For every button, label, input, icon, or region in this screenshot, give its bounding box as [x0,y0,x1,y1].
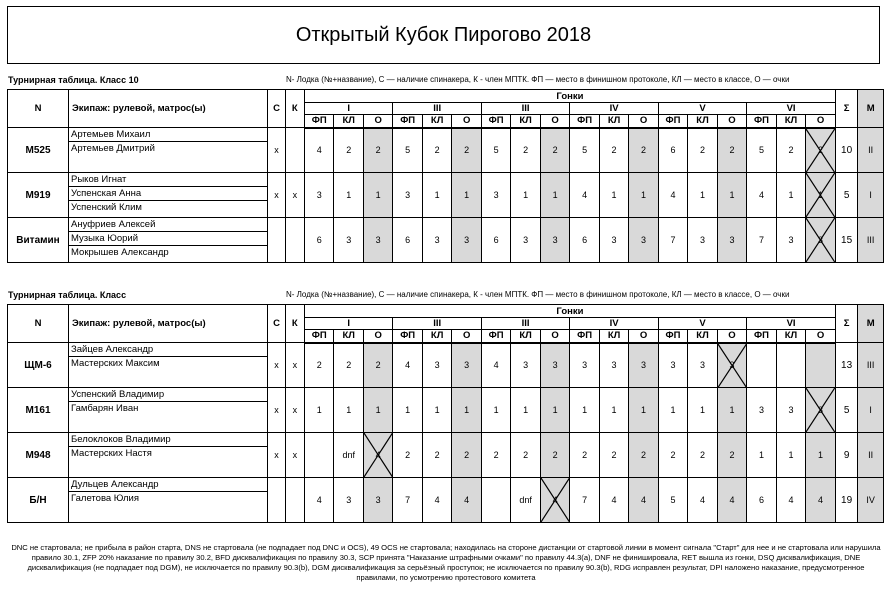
header-member: К [285,90,304,128]
points: 2 [717,433,746,478]
crew-member: Мокрышев Александр [71,247,169,258]
finish-position: 2 [658,433,687,478]
subheader-kl: КЛ [422,330,451,343]
points: 3 [629,343,658,388]
finish-position: 1 [747,433,776,478]
header-races: Гонки [304,305,835,318]
points: 1 [363,173,392,218]
subheader-o: О [452,330,481,343]
finish-position: 1 [304,388,333,433]
finish-position: 2 [481,433,510,478]
race-header-1: I [304,318,392,330]
class-place: 2 [511,128,540,173]
subheader-fp: ФП [570,330,599,343]
subheader-fp: ФП [393,330,422,343]
boat-id: Витамин [8,218,69,263]
finish-position: 6 [481,218,510,263]
table-row [8,388,884,433]
subheader-o: О [717,115,746,128]
class-place: 1 [422,173,451,218]
spinnaker-mark [268,478,285,523]
crew-cell [69,173,268,218]
class-place: 2 [422,433,451,478]
crew-member: Успенский Владимир [69,388,267,402]
boat-id: М948 [8,433,69,478]
finish-position: 4 [570,173,599,218]
final-place: I [858,388,884,433]
points: 1 [806,433,836,478]
finish-position [747,343,776,388]
class-place [776,343,805,388]
points [806,343,836,388]
class-place: 3 [334,218,363,263]
points: 2 [363,128,392,173]
finish-position: 4 [747,173,776,218]
total-points: 9 [835,433,857,478]
spinnaker-mark: x [268,173,285,218]
finish-position: 3 [570,343,599,388]
page-title: Открытый Кубок Пирогово 2018 [7,6,880,64]
subheader-o: О [806,330,836,343]
subheader-kl: КЛ [599,115,628,128]
subheader-o: О [540,115,569,128]
points: 3 [452,343,481,388]
class-place: 4 [776,478,805,523]
class-place: 1 [776,433,805,478]
header-spinnaker: С [268,90,285,128]
header-place: М [858,90,884,128]
points: 2 [363,343,392,388]
race-header-2: III [393,318,481,330]
finish-position: 5 [393,128,422,173]
subheader-kl: КЛ [776,115,805,128]
member-mark [285,128,304,173]
table-row [8,433,884,478]
discarded-points [540,478,569,523]
subheader-kl: КЛ [688,330,717,343]
finish-position [481,478,510,523]
crew-member: Успенская Анна [69,187,267,201]
subheader-o: О [629,330,658,343]
race-header-4: IV [570,318,658,330]
points: 3 [363,218,392,263]
subheader-kl: КЛ [334,115,363,128]
class-place: 1 [422,388,451,433]
final-place: II [858,433,884,478]
race-header-3: III [481,103,569,115]
crew-member: Артемьев Михаил [69,128,267,142]
spinnaker-mark: x [268,433,285,478]
points: 1 [717,173,746,218]
header-spinnaker: С [268,305,285,343]
class-place: 1 [599,388,628,433]
table-title-class: Турнирная таблица. Класс [8,290,127,300]
finish-position: 6 [658,128,687,173]
table-row [8,343,884,388]
final-place: IV [858,478,884,523]
header-row [8,305,884,318]
class-place: 1 [511,388,540,433]
points: 4 [452,478,481,523]
subheader-kl: КЛ [334,330,363,343]
points: 3 [363,478,392,523]
class-place: 3 [334,478,363,523]
points: 1 [452,388,481,433]
crew-member: Белоклоков Владимир [69,433,267,447]
class-place: 4 [688,478,717,523]
class-place: dnf [511,478,540,523]
class-place: 4 [422,478,451,523]
class-place: 3 [422,218,451,263]
class-place: 2 [599,128,628,173]
points: 4 [806,478,836,523]
race-header-2: III [393,103,481,115]
finish-position: 4 [304,128,333,173]
points: 1 [717,388,746,433]
finish-position: 2 [570,433,599,478]
subheader-kl: КЛ [688,115,717,128]
subheader-fp: ФП [658,115,687,128]
crew-cell [69,218,268,263]
spinnaker-mark: x [268,343,285,388]
member-mark: x [285,388,304,433]
finish-position: 3 [393,173,422,218]
member-mark [285,218,304,263]
discarded-points-value: 1 [818,190,824,200]
finish-position: 2 [304,343,333,388]
subheader-fp: ФП [747,115,776,128]
crew-member: Артемьев Дмитрий [71,143,155,154]
subheader-fp: ФП [747,330,776,343]
header-sum: Σ [835,90,857,128]
results-table-class [7,304,884,523]
subheader-o: О [452,115,481,128]
subheader-kl: КЛ [599,330,628,343]
discarded-points [806,173,836,218]
class-place: 2 [422,128,451,173]
discarded-points-value: 3 [818,405,824,415]
spinnaker-mark [268,218,285,263]
finish-position: 4 [304,478,333,523]
points: 4 [629,478,658,523]
finish-position: 7 [393,478,422,523]
class-place: 3 [599,343,628,388]
discarded-points [806,218,836,263]
subheader-o: О [363,330,392,343]
discarded-points [806,128,836,173]
class-place: 3 [688,343,717,388]
crew-member: Рыков Игнат [69,173,267,187]
finish-position: 4 [481,343,510,388]
header-boat: N [8,305,69,343]
subheader-o: О [629,115,658,128]
legend-text-2: N- Лодка (№+название), С — наличие спинакера, К - член МПТК. ФП — место в финишном протоколе, КЛ — место в классе, О — очки [286,290,790,299]
header-races: Гонки [304,90,835,103]
discarded-points-value: 4 [552,495,558,505]
finish-position: 5 [747,128,776,173]
crew-cell [69,388,268,433]
finish-position: 5 [570,128,599,173]
points: 2 [629,128,658,173]
class-place: 4 [599,478,628,523]
subheader-o: О [717,330,746,343]
discarded-points-value: 3 [729,360,735,371]
class-place: 2 [688,128,717,173]
finish-position: 5 [481,128,510,173]
race-header-5: V [658,103,746,115]
discarded-points [717,343,746,388]
points: 1 [629,173,658,218]
finish-position: 3 [747,388,776,433]
points: 3 [540,218,569,263]
finish-position: 5 [658,478,687,523]
discarded-points-value: 4 [375,450,381,460]
race-header-6: VI [747,318,836,330]
crew-member: Музыка Юорий [69,232,267,246]
crew-cell [69,128,268,173]
points: 1 [363,388,392,433]
points: 2 [629,433,658,478]
points: 3 [540,343,569,388]
final-place: I [858,173,884,218]
member-mark: x [285,173,304,218]
class-place: 2 [776,128,805,173]
crew-member: Успенский Клим [71,202,142,213]
subheader-fp: ФП [658,330,687,343]
class-place: 2 [599,433,628,478]
footnote: DNC не стартовала; не прибыла в район старта, DNS не стартовала (не подпадает под DNC и OCS), 49 OCS не стартовала; находилась на стороне дистанции от стартовой линии в момент сигнала "Старт" для нее и не стартовала или нарушила правило 30.1, ZFP 20% наказание по правилу 30.2, BFD дисквалификация по правилу 30.3, SCP принята "Наказание штрафными очками" по правилу 44.3(a), DNF не финишировала, RET вышла из гонки, DSQ дисквалификация, DNE дисквалификация (не подпадает под DGM), не исключается по правилу 90.3(b), DGM дисквалификация за серьёзный проступок; не исключается по правилу 90.3(b), RDG исправлен результат, DPI наложено наказание, предусмотренное правилами, по усмотрению протестового комитета [11,543,881,582]
finish-position: 3 [658,343,687,388]
class-place: 1 [334,388,363,433]
class-place: 1 [599,173,628,218]
crew-member: Гамбарян Иван [71,403,139,414]
points: 1 [629,388,658,433]
boat-id: М919 [8,173,69,218]
class-place: 3 [422,343,451,388]
legend-text: N- Лодка (№+название), С — наличие спинакера, К - член МПТК. ФП — место в финишном протоколе, КЛ — место в классе, О — очки [286,75,790,84]
class-place: 2 [334,128,363,173]
points: 1 [452,173,481,218]
total-points: 19 [835,478,857,523]
total-points: 5 [835,388,857,433]
subheader-fp: ФП [393,115,422,128]
class-place: 2 [334,343,363,388]
points: 3 [629,218,658,263]
discarded-points-value: 2 [818,145,824,156]
table-row [8,218,884,263]
table-row [8,478,884,523]
subheader-fp: ФП [570,115,599,128]
points: 1 [540,173,569,218]
boat-id: М525 [8,128,69,173]
finish-position: 3 [481,173,510,218]
points: 2 [452,433,481,478]
class-place: dnf [334,433,363,478]
subheader-kl: КЛ [511,115,540,128]
finish-position: 2 [393,433,422,478]
total-points: 15 [835,218,857,263]
finish-position: 3 [304,173,333,218]
finish-position: 6 [304,218,333,263]
results-table-class-10 [7,89,884,263]
class-place: 3 [511,343,540,388]
table-title-class-10: Турнирная таблица. Класс 10 [8,75,139,85]
class-place: 3 [688,218,717,263]
class-place: 2 [511,433,540,478]
subheader-o: О [540,330,569,343]
header-crew: Экипаж: рулевой, матрос(ы) [69,90,268,128]
finish-position: 4 [658,173,687,218]
finish-position: 6 [747,478,776,523]
boat-id: Б/Н [8,478,69,523]
crew-member: Мастерских Максим [71,358,160,369]
points: 1 [540,388,569,433]
header-place: М [858,305,884,343]
member-mark: x [285,433,304,478]
crew-cell [69,478,268,523]
points: 3 [452,218,481,263]
total-points: 5 [835,173,857,218]
finish-position: 1 [393,388,422,433]
class-place: 3 [776,388,805,433]
final-place: III [858,343,884,388]
finish-position: 7 [658,218,687,263]
subheader-o: О [806,115,836,128]
points: 4 [717,478,746,523]
discarded-points-value: 3 [818,235,824,245]
subheader-fp: ФП [304,115,333,128]
subheader-fp: ФП [481,115,510,128]
boat-id: М161 [8,388,69,433]
finish-position: 7 [747,218,776,263]
class-place: 2 [688,433,717,478]
crew-member: Дульцев Александр [69,478,267,492]
subheader-kl: КЛ [422,115,451,128]
race-header-5: V [658,318,746,330]
discarded-points [806,388,836,433]
header-sum: Σ [835,305,857,343]
race-header-4: IV [570,103,658,115]
finish-position: 1 [570,388,599,433]
class-place: 3 [599,218,628,263]
points: 2 [452,128,481,173]
finish-position: 6 [393,218,422,263]
class-place: 1 [511,173,540,218]
race-header-1: I [304,103,392,115]
header-boat: N [8,90,69,128]
class-place: 1 [688,388,717,433]
points: 2 [717,128,746,173]
crew-member: Галетова Юлия [71,493,139,504]
finish-position: 1 [658,388,687,433]
subheader-o: О [363,115,392,128]
class-place: 1 [688,173,717,218]
spinnaker-mark: x [268,388,285,433]
table-row [8,128,884,173]
boat-id: ЩМ-6 [8,343,69,388]
crew-member: Ануфриев Алексей [69,218,267,232]
table-row [8,173,884,218]
finish-position: 7 [570,478,599,523]
member-mark: x [285,343,304,388]
subheader-fp: ФП [481,330,510,343]
total-points: 10 [835,128,857,173]
subheader-fp: ФП [304,330,333,343]
race-header-3: III [481,318,569,330]
points: 2 [540,128,569,173]
points: 2 [540,433,569,478]
header-member: К [285,305,304,343]
member-mark [285,478,304,523]
crew-cell [69,343,268,388]
total-points: 13 [835,343,857,388]
subheader-kl: КЛ [776,330,805,343]
finish-position: 6 [570,218,599,263]
final-place: II [858,128,884,173]
crew-member: Мастерских Настя [71,448,152,459]
discarded-points [363,433,392,478]
header-crew: Экипаж: рулевой, матрос(ы) [69,305,268,343]
final-place: III [858,218,884,263]
header-row [8,90,884,103]
points: 3 [717,218,746,263]
finish-position: 1 [481,388,510,433]
class-place: 1 [334,173,363,218]
spinnaker-mark: x [268,128,285,173]
class-place: 3 [511,218,540,263]
finish-position: 4 [393,343,422,388]
race-header-6: VI [747,103,836,115]
subheader-kl: КЛ [511,330,540,343]
class-place: 3 [776,218,805,263]
crew-member: Зайцев Александр [69,343,267,357]
class-place: 1 [776,173,805,218]
finish-position [304,433,333,478]
crew-cell [69,433,268,478]
